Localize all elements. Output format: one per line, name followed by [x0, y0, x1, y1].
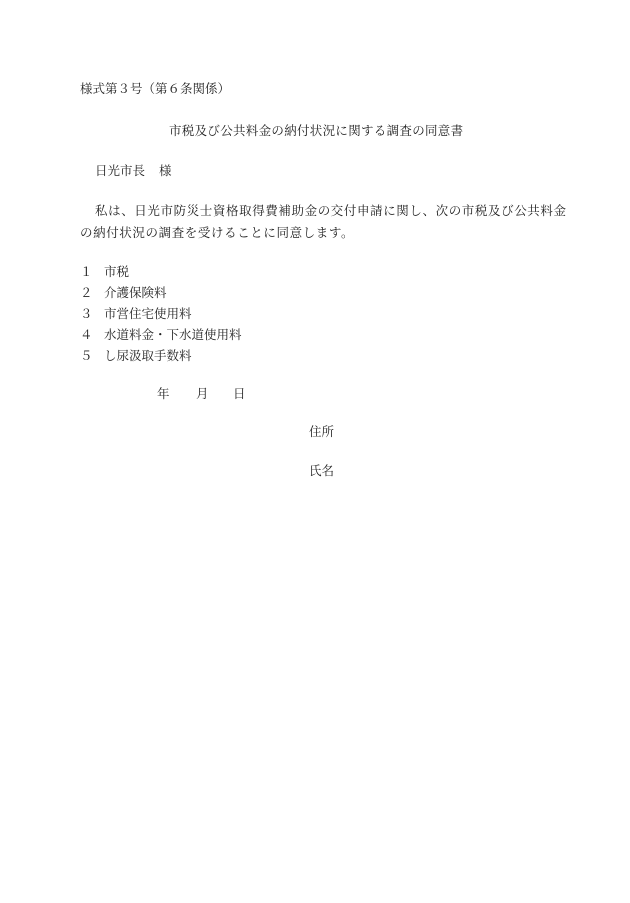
fee-item-list	[80, 264, 242, 369]
addressee-honorific: 様	[159, 163, 172, 178]
item-label: 介護保険料	[104, 285, 167, 300]
date-year-label: 年	[157, 386, 170, 401]
document-title: 市税及び公共料金の納付状況に関する調査の同意書	[169, 123, 464, 138]
item-number: ４	[80, 327, 93, 342]
list-item	[80, 306, 242, 327]
addressee-name: 日光市長	[95, 163, 146, 178]
list-item	[80, 264, 242, 285]
date-month-label: 月	[196, 386, 209, 401]
date-day-label: 日	[233, 386, 246, 401]
list-item	[80, 327, 242, 348]
item-number: ２	[80, 285, 93, 300]
item-label: 水道料金・下水道使用料	[104, 327, 242, 342]
list-item	[80, 348, 242, 369]
date-line	[0, 384, 630, 400]
form-number: 様式第３号（第６条関係）	[80, 81, 231, 96]
name-label: 氏名	[309, 463, 335, 478]
consent-statement-line-1: 私は、日光市防災士資格取得費補助金の交付申請に関し、次の市税及び公共料金	[95, 203, 567, 218]
item-label: し尿汲取手数料	[104, 348, 192, 363]
item-label: 市税	[104, 264, 130, 279]
addressee	[95, 163, 172, 179]
list-item	[80, 285, 242, 306]
consent-statement-line-2: の納付状況の調査を受けることに同意します。	[80, 225, 355, 240]
item-number: ３	[80, 306, 93, 321]
item-number: ５	[80, 348, 93, 363]
item-label: 市営住宅使用料	[104, 306, 192, 321]
address-label: 住所	[309, 424, 335, 439]
item-number: １	[80, 264, 93, 279]
